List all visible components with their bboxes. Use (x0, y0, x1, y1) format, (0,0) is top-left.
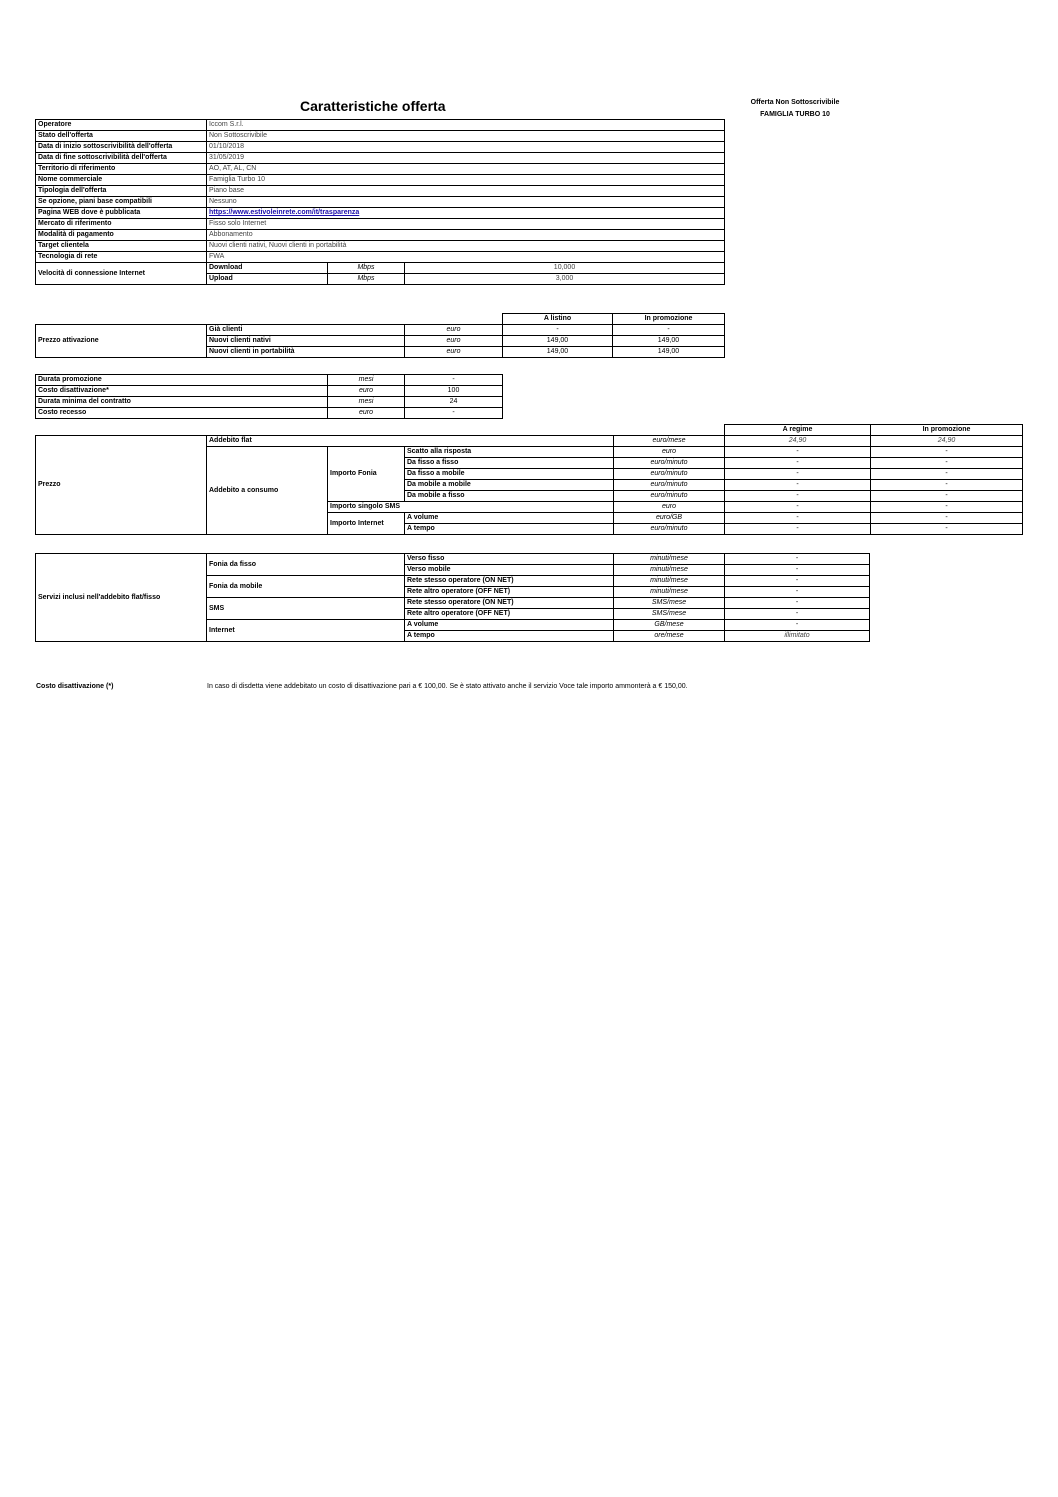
upload-label: Upload (207, 274, 328, 285)
internet-row-regime: - (725, 513, 871, 524)
speed-label: Velocità di connessione Internet (36, 263, 207, 285)
row-value: Iccom S.r.l. (207, 120, 725, 131)
row-label: Nome commerciale (36, 175, 207, 186)
fonia-row-promo: - (871, 480, 1023, 491)
duration-unit: euro (328, 386, 405, 397)
service-row-label: Rete stesso operatore (ON NET) (405, 576, 614, 587)
row-label: Stato dell'offerta (36, 131, 207, 142)
internet-label: Importo Internet (328, 513, 405, 535)
service-row-value: - (725, 609, 870, 620)
page-title: Caratteristiche offerta (300, 98, 446, 114)
activation-row-promo: 149,00 (613, 336, 725, 347)
service-row-label: Rete altro operatore (OFF NET) (405, 609, 614, 620)
activation-row-label: Nuovi clienti in portabilità (207, 347, 405, 358)
table-row (36, 386, 503, 397)
service-row-value: - (725, 587, 870, 598)
row-value: FWA (207, 252, 725, 263)
internet-row-regime: - (725, 524, 871, 535)
upload-unit: Mbps (328, 274, 405, 285)
duration-value: - (405, 408, 503, 419)
service-row-value: illimitato (725, 631, 870, 642)
table-row (36, 120, 725, 131)
duration-label: Costo recesso (36, 408, 328, 419)
flat-promo: 24,90 (871, 436, 1023, 447)
service-row-value: - (725, 620, 870, 631)
services-table (35, 553, 870, 642)
download-unit: Mbps (328, 263, 405, 274)
download-value: 10,000 (405, 263, 725, 274)
fonia-label: Importo Fonia (328, 447, 405, 502)
row-label: Tipologia dell'offerta (36, 186, 207, 197)
fonia-row-promo: - (871, 469, 1023, 480)
table-row (36, 197, 725, 208)
internet-row-promo: - (871, 513, 1023, 524)
row-value: AO, AT, AL, CN (207, 164, 725, 175)
table-row (36, 230, 725, 241)
fonia-row-regime: - (725, 480, 871, 491)
duration-value: 100 (405, 386, 503, 397)
activation-table (35, 313, 725, 358)
service-row-unit: minuti/mese (614, 576, 725, 587)
service-row-value: - (725, 554, 870, 565)
price-table (35, 424, 1023, 535)
service-row-label: Verso fisso (405, 554, 614, 565)
note-label: Costo disattivazione (*) (36, 683, 114, 690)
duration-label: Durata promozione (36, 375, 328, 386)
row-value: Fisso solo Internet (207, 219, 725, 230)
table-row (36, 175, 725, 186)
service-group-label: SMS (207, 598, 405, 620)
col-regime-header: A regime (725, 425, 871, 436)
row-value: 01/10/2018 (207, 142, 725, 153)
activation-row-label: Già clienti (207, 325, 405, 336)
characteristics-table (35, 119, 725, 285)
fonia-row-unit: euro (614, 447, 725, 458)
fonia-row-regime: - (725, 469, 871, 480)
duration-label: Durata minima del contratto (36, 397, 328, 408)
row-value: Nessuno (207, 197, 725, 208)
service-row-unit: ore/mese (614, 631, 725, 642)
fonia-row-promo: - (871, 447, 1023, 458)
service-group-label: Internet (207, 620, 405, 642)
table-row (36, 186, 725, 197)
row-value: Piano base (207, 186, 725, 197)
service-row-label: A volume (405, 620, 614, 631)
table-row (36, 131, 725, 142)
internet-row-label: A tempo (405, 524, 614, 535)
flat-unit: euro/mese (614, 436, 725, 447)
internet-row-label: A volume (405, 513, 614, 524)
row-value: Non Sottoscrivibile (207, 131, 725, 142)
download-label: Download (207, 263, 328, 274)
offer-status: Offerta Non Sottoscrivibile (750, 99, 840, 106)
fonia-row-regime: - (725, 458, 871, 469)
row-value: Famiglia Turbo 10 (207, 175, 725, 186)
fonia-row-unit: euro/minuto (614, 469, 725, 480)
fonia-row-label: Da fisso a mobile (405, 469, 614, 480)
table-row (36, 219, 725, 230)
note-text: In caso di disdetta viene addebitato un costo di disattivazione pari a € 100,00. Se è stato attivato anche il servizio Voce tale importo ammonterà a € 150,00. (207, 683, 688, 690)
table-row (36, 263, 725, 274)
duration-value: - (405, 375, 503, 386)
row-label: Data di fine sottoscrivibilità dell'offerta (36, 153, 207, 164)
activation-row-unit: euro (405, 336, 503, 347)
sms-promo: - (871, 502, 1023, 513)
service-row-unit: SMS/mese (614, 609, 725, 620)
row-value: Nuovi clienti nativi, Nuovi clienti in portabilità (207, 241, 725, 252)
internet-row-unit: euro/minuto (614, 524, 725, 535)
table-row (36, 408, 503, 419)
service-row-label: Rete altro operatore (OFF NET) (405, 587, 614, 598)
col-promo-header: In promozione (871, 425, 1023, 436)
row-label: Territorio di riferimento (36, 164, 207, 175)
table-row (36, 208, 725, 219)
price-label: Prezzo (36, 436, 207, 535)
service-row-unit: minuti/mese (614, 554, 725, 565)
row-label: Data di inizio sottoscrivibilità dell'offerta (36, 142, 207, 153)
row-label: Pagina WEB dove è pubblicata (36, 208, 207, 219)
duration-unit: euro (328, 408, 405, 419)
activation-row-unit: euro (405, 325, 503, 336)
col-promo-header: In promozione (613, 314, 725, 325)
internet-row-promo: - (871, 524, 1023, 535)
activation-row-promo: - (613, 325, 725, 336)
fonia-row-unit: euro/minuto (614, 480, 725, 491)
activation-label: Prezzo attivazione (36, 325, 207, 358)
table-row (36, 375, 503, 386)
fonia-row-label: Da fisso a fisso (405, 458, 614, 469)
table-row (36, 397, 503, 408)
table-row (36, 153, 725, 164)
service-row-unit: minuti/mese (614, 565, 725, 576)
flat-regime: 24,90 (725, 436, 871, 447)
row-label: Modalità di pagamento (36, 230, 207, 241)
table-row (36, 142, 725, 153)
row-label: Tecnologia di rete (36, 252, 207, 263)
flat-label: Addebito flat (207, 436, 614, 447)
services-body (36, 554, 870, 642)
service-row-label: Verso mobile (405, 565, 614, 576)
internet-row-unit: euro/GB (614, 513, 725, 524)
characteristics-body (36, 120, 725, 285)
table-row (36, 241, 725, 252)
fonia-row-unit: euro/minuto (614, 458, 725, 469)
service-row-unit: GB/mese (614, 620, 725, 631)
offer-side-header (730, 97, 860, 121)
fonia-row-regime: - (725, 447, 871, 458)
col-list-header: A listino (503, 314, 613, 325)
row-label: Target clientela (36, 241, 207, 252)
fonia-row-label: Da mobile a mobile (405, 480, 614, 491)
fonia-row-promo: - (871, 458, 1023, 469)
consumo-label: Addebito a consumo (207, 447, 328, 535)
service-group-label: Fonia da fisso (207, 554, 405, 576)
row-value: 31/05/2019 (207, 153, 725, 164)
service-row-unit: minuti/mese (614, 587, 725, 598)
web-page-link[interactable]: https://www.estivoleinrete.com/it/trasparenza (207, 208, 725, 219)
service-row-label: Rete stesso operatore (ON NET) (405, 598, 614, 609)
sms-unit: euro (614, 502, 725, 513)
sms-label: Importo singolo SMS (328, 502, 614, 513)
table-row (36, 164, 725, 175)
service-row-value: - (725, 598, 870, 609)
duration-value: 24 (405, 397, 503, 408)
fonia-row-label: Da mobile a fisso (405, 491, 614, 502)
fonia-row-promo: - (871, 491, 1023, 502)
fonia-row-unit: euro/minuto (614, 491, 725, 502)
table-row (36, 252, 725, 263)
activation-row-unit: euro (405, 347, 503, 358)
row-label: Se opzione, piani base compatibili (36, 197, 207, 208)
duration-table (35, 374, 503, 419)
duration-unit: mesi (328, 375, 405, 386)
services-label: Servizi inclusi nell'addebito flat/fisso (36, 554, 207, 642)
duration-body (36, 375, 503, 419)
service-row-unit: SMS/mese (614, 598, 725, 609)
activation-row-list: - (503, 325, 613, 336)
table-row (36, 554, 870, 565)
duration-label: Costo disattivazione* (36, 386, 328, 397)
activation-row-list: 149,00 (503, 347, 613, 358)
fonia-row-label: Scatto alla risposta (405, 447, 614, 458)
service-row-value: - (725, 576, 870, 587)
service-row-label: A tempo (405, 631, 614, 642)
row-value: Abbonamento (207, 230, 725, 241)
service-group-label: Fonia da mobile (207, 576, 405, 598)
fonia-row-regime: - (725, 491, 871, 502)
row-label: Operatore (36, 120, 207, 131)
service-row-value: - (725, 565, 870, 576)
sms-regime: - (725, 502, 871, 513)
activation-row-label: Nuovi clienti nativi (207, 336, 405, 347)
activation-row-list: 149,00 (503, 336, 613, 347)
duration-unit: mesi (328, 397, 405, 408)
upload-value: 3,000 (405, 274, 725, 285)
activation-row-promo: 149,00 (613, 347, 725, 358)
offer-name: FAMIGLIA TURBO 10 (760, 111, 830, 118)
row-label: Mercato di riferimento (36, 219, 207, 230)
